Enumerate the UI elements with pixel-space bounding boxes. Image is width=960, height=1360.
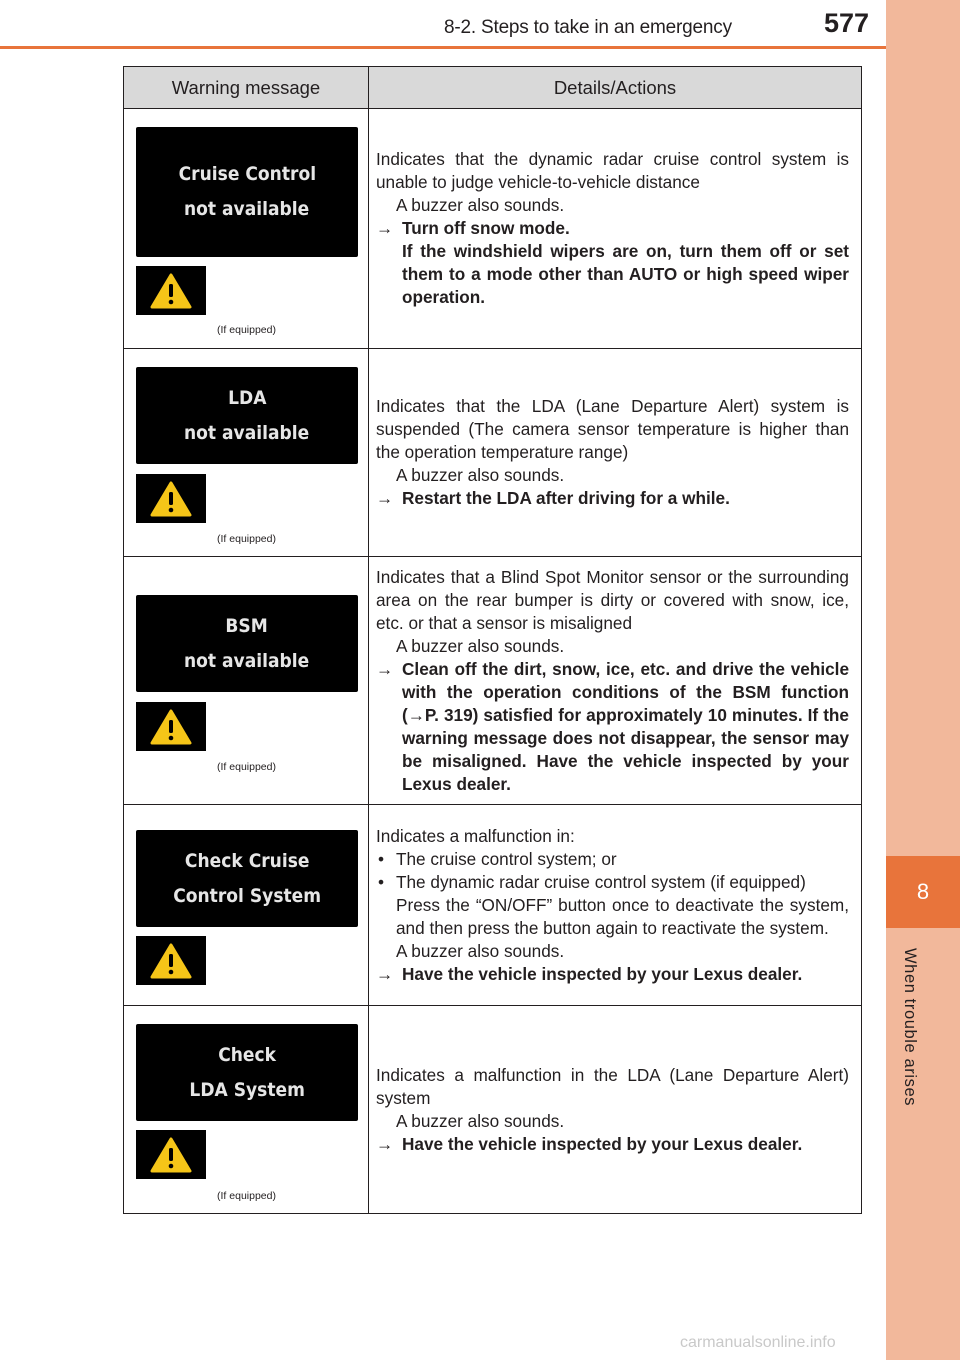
warning-message-table (123, 66, 862, 1214)
action-label: Turn off snow mode. (402, 218, 570, 238)
action-text (376, 1133, 849, 1156)
chapter-sidebar (886, 0, 960, 1360)
bullet-icon: • (378, 871, 385, 892)
table-row (124, 805, 862, 1006)
arrow-icon: → (376, 1133, 394, 1154)
details-text: Indicates a malfunction in the LDA (Lane Departure Alert) system (376, 1064, 849, 1108)
instruction-text: Press the “ON/OFF” button once to deactivate the system, and then press the button again to reactivate the system. (396, 894, 849, 938)
display-line-2: not available (184, 649, 310, 672)
details-cell (369, 805, 862, 1006)
details-text: Indicates that the dynamic radar cruise control system is unable to judge vehicle-to-vehicle distance (376, 149, 849, 192)
details-cell (369, 557, 862, 805)
table-row (124, 109, 862, 349)
display-line-2: LDA System (189, 1078, 305, 1101)
bullet-item: • The dynamic radar cruise control system (if equipped) (378, 871, 806, 892)
chapter-tab[interactable]: 8 (886, 856, 960, 928)
arrow-icon: → (376, 218, 394, 238)
col-header-warning: Warning message (124, 67, 369, 109)
display-line-1: Check (218, 1043, 276, 1066)
display-line-2: not available (184, 421, 310, 444)
buzzer-note: A buzzer also sounds. (396, 1110, 565, 1131)
details-text: Indicates that a Blind Spot Monitor sensor or the surrounding area on the rear bumper is dirty or covered with snow, ice, etc. or that a sensor is misaligned (376, 566, 849, 633)
details-cell (369, 1006, 862, 1214)
table-row (124, 557, 862, 805)
header-rule (0, 46, 886, 49)
section-title: 8-2. Steps to take in an emergency (444, 17, 732, 38)
display-screen (136, 1024, 358, 1121)
bullet-item: • The cruise control system; or (378, 848, 617, 869)
warning-triangle-icon (136, 266, 206, 315)
warning-triangle-icon (136, 936, 206, 985)
warning-cell (124, 805, 369, 1006)
equipped-note: (If equipped) (217, 533, 276, 545)
display-line-2: Control System (173, 884, 321, 907)
details-text: Indicates a malfunction in: (376, 825, 575, 846)
action-label: Clean off the dirt, snow, ice, etc. and drive the vehicle with the operation conditions of the BSM function (→P. 319) satisfied for approximately 10 minutes. If the warning message does not disappear, the sensor may be misaligned. Have the vehicle inspected by your Lexus dealer. (402, 658, 849, 794)
warning-cell (124, 557, 369, 805)
display-line-1: Check Cruise (184, 849, 310, 872)
display-screen (136, 127, 358, 257)
equipped-note: (If equipped) (217, 761, 276, 773)
buzzer-note: A buzzer also sounds. (396, 465, 565, 485)
details-cell (369, 349, 862, 557)
warning-cell (124, 1006, 369, 1214)
col-header-details: Details/Actions (369, 67, 862, 109)
arrow-icon: → (376, 488, 394, 508)
details-cell (369, 109, 862, 349)
action-label: Restart the LDA after driving for a while. (402, 488, 730, 508)
action-text (376, 217, 849, 240)
warning-cell (124, 109, 369, 349)
buzzer-note: A buzzer also sounds. (396, 635, 565, 656)
action-label: Have the vehicle inspected by your Lexus dealer. (402, 963, 803, 984)
display-screen (136, 830, 358, 927)
display-screen (136, 595, 358, 692)
warning-cell (124, 349, 369, 557)
details-text: Indicates that the LDA (Lane Departure Alert) system is suspended (The camera sensor temperature is higher than the operation temperature range) (376, 396, 849, 462)
display-line-1: LDA (227, 386, 267, 409)
warning-triangle-icon (136, 474, 206, 523)
equipped-note: (If equipped) (217, 324, 276, 336)
buzzer-note: A buzzer also sounds. (396, 940, 565, 961)
warning-triangle-icon (136, 1130, 206, 1179)
action-text (376, 658, 849, 796)
display-line-2: not available (184, 198, 310, 220)
chapter-label: When trouble arises (901, 948, 919, 1107)
action-label: Have the vehicle inspected by your Lexus dealer. (402, 1133, 803, 1154)
table-row (124, 349, 862, 557)
table-header-row (124, 67, 862, 109)
table-row (124, 1006, 862, 1214)
display-screen (136, 367, 358, 464)
buzzer-note: A buzzer also sounds. (396, 195, 565, 215)
equipped-note: (If equipped) (217, 1190, 276, 1202)
watermark: carmanualsonline.info (680, 1334, 836, 1351)
display-line-1: Cruise Control (178, 163, 316, 185)
page-number: 577 (824, 8, 870, 38)
warning-triangle-icon (136, 702, 206, 751)
action-text (376, 963, 849, 986)
bullet-icon: • (378, 848, 385, 869)
display-line-1: BSM (225, 614, 269, 637)
arrow-icon: → (376, 963, 394, 984)
action-continued: If the windshield wipers are on, turn them off or set them to a mode other than AUTO or high speed wiper operation. (402, 241, 849, 307)
arrow-icon: → (376, 658, 394, 679)
action-text (376, 487, 849, 510)
